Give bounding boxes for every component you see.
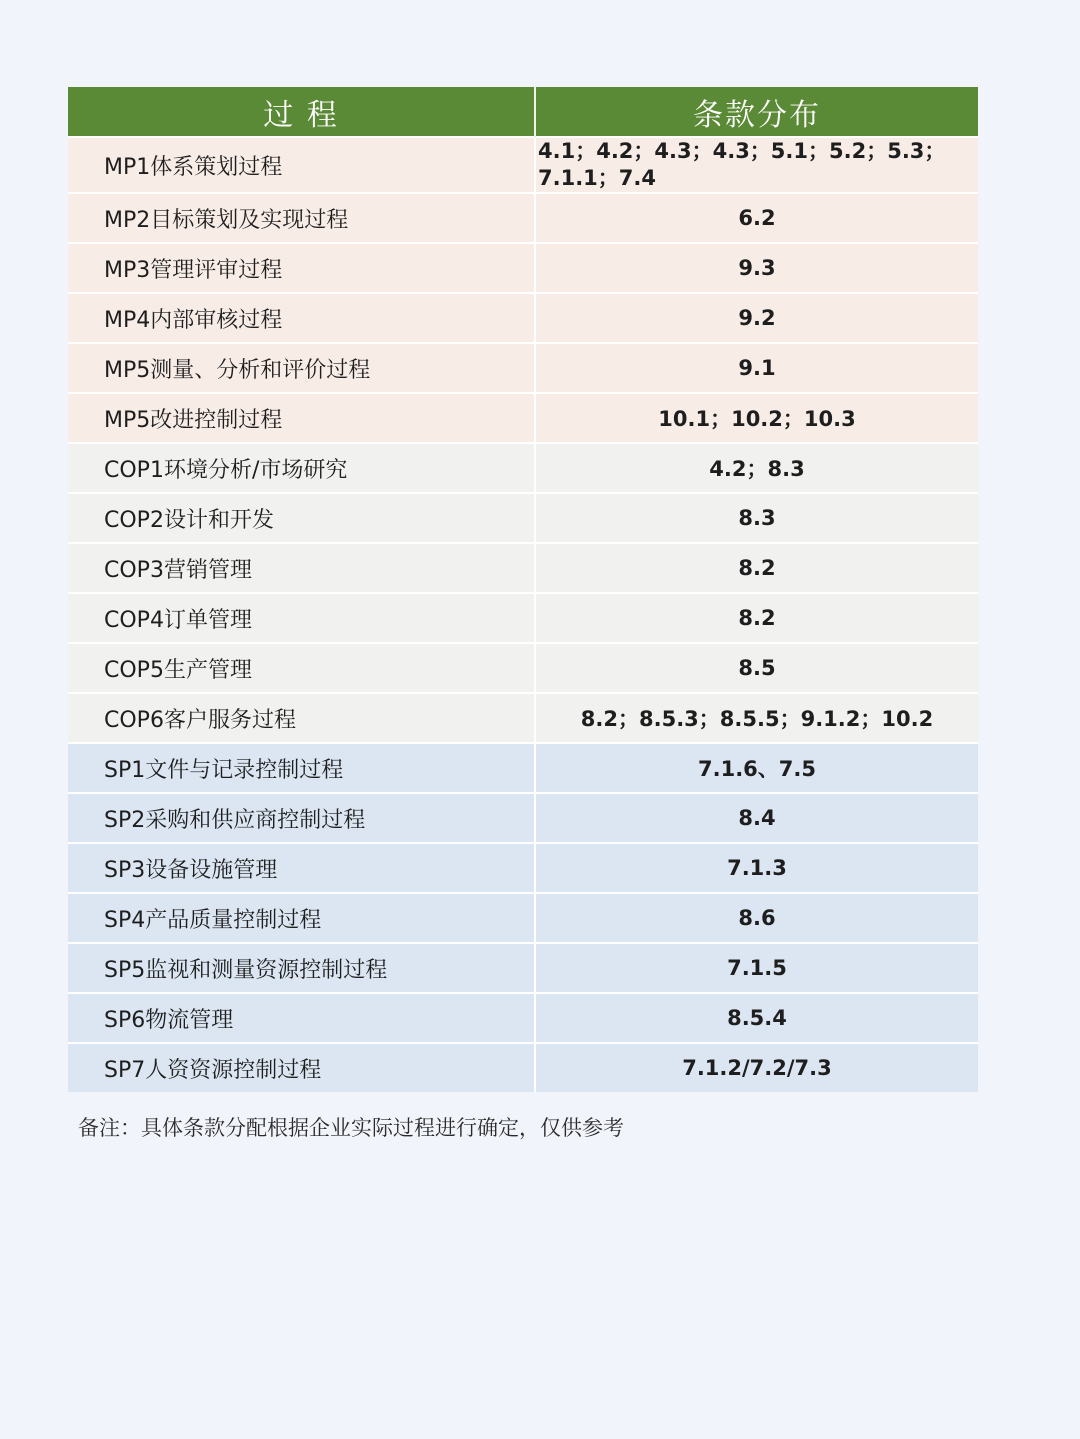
process-cell: COP2设计和开发	[68, 493, 535, 543]
clause-cell: 9.3	[535, 243, 978, 293]
clause-cell: 10.1；10.2；10.3	[535, 393, 978, 443]
footnote: 备注：具体条款分配根据企业实际过程进行确定，仅供参考	[78, 1116, 624, 1140]
clause-cell: 7.1.3	[535, 843, 978, 893]
clause-cell: 8.2	[535, 593, 978, 643]
process-cell: SP3设备设施管理	[68, 843, 535, 893]
table-header-row	[68, 87, 978, 137]
clause-cell: 9.2	[535, 293, 978, 343]
clause-cell: 7.1.5	[535, 943, 978, 993]
table-row	[68, 393, 978, 443]
table-row	[68, 743, 978, 793]
clause-cell: 8.2；8.5.3；8.5.5；9.1.2；10.2	[535, 693, 978, 743]
process-cell: COP6客户服务过程	[68, 693, 535, 743]
process-cell: MP2目标策划及实现过程	[68, 193, 535, 243]
table-row	[68, 893, 978, 943]
clause-cell: 7.1.6、7.5	[535, 743, 978, 793]
clause-cell: 8.6	[535, 893, 978, 943]
clause-cell: 8.4	[535, 793, 978, 843]
table-row	[68, 643, 978, 693]
clause-cell: 4.2；8.3	[535, 443, 978, 493]
table-row	[68, 1043, 978, 1092]
table-row	[68, 443, 978, 493]
process-clause-table	[68, 87, 978, 1092]
process-cell: SP4产品质量控制过程	[68, 893, 535, 943]
process-clause-table-container	[68, 87, 978, 1092]
table-row	[68, 293, 978, 343]
table-row	[68, 543, 978, 593]
table-row	[68, 693, 978, 743]
clause-cell: 8.2	[535, 543, 978, 593]
header-process: 过 程	[68, 87, 535, 137]
process-cell: SP6物流管理	[68, 993, 535, 1043]
process-cell: MP5改进控制过程	[68, 393, 535, 443]
clause-cell: 8.5	[535, 643, 978, 693]
process-cell: COP5生产管理	[68, 643, 535, 693]
process-cell: MP3管理评审过程	[68, 243, 535, 293]
process-cell: MP1体系策划过程	[68, 137, 535, 193]
table-row	[68, 493, 978, 543]
header-clauses: 条款分布	[535, 87, 978, 137]
table-row	[68, 243, 978, 293]
table-row	[68, 137, 978, 193]
table-body	[68, 137, 978, 1092]
process-cell: COP4订单管理	[68, 593, 535, 643]
table-row	[68, 593, 978, 643]
process-cell: SP1文件与记录控制过程	[68, 743, 535, 793]
process-cell: COP1环境分析/市场研究	[68, 443, 535, 493]
clause-cell: 7.1.2/7.2/7.3	[535, 1043, 978, 1092]
clause-cell: 8.5.4	[535, 993, 978, 1043]
clause-cell: 4.1；4.2；4.3；4.3；5.1；5.2；5.3；7.1.1；7.4	[535, 137, 978, 193]
table-row	[68, 343, 978, 393]
process-cell: MP4内部审核过程	[68, 293, 535, 343]
process-cell: MP5测量、分析和评价过程	[68, 343, 535, 393]
clause-cell: 8.3	[535, 493, 978, 543]
process-cell: SP2采购和供应商控制过程	[68, 793, 535, 843]
clause-cell: 9.1	[535, 343, 978, 393]
table-row	[68, 943, 978, 993]
table-row	[68, 993, 978, 1043]
clause-cell: 6.2	[535, 193, 978, 243]
process-cell: SP7人资资源控制过程	[68, 1043, 535, 1092]
process-cell: COP3营销管理	[68, 543, 535, 593]
process-cell: SP5监视和测量资源控制过程	[68, 943, 535, 993]
table-row	[68, 843, 978, 893]
table-row	[68, 793, 978, 843]
table-row	[68, 193, 978, 243]
